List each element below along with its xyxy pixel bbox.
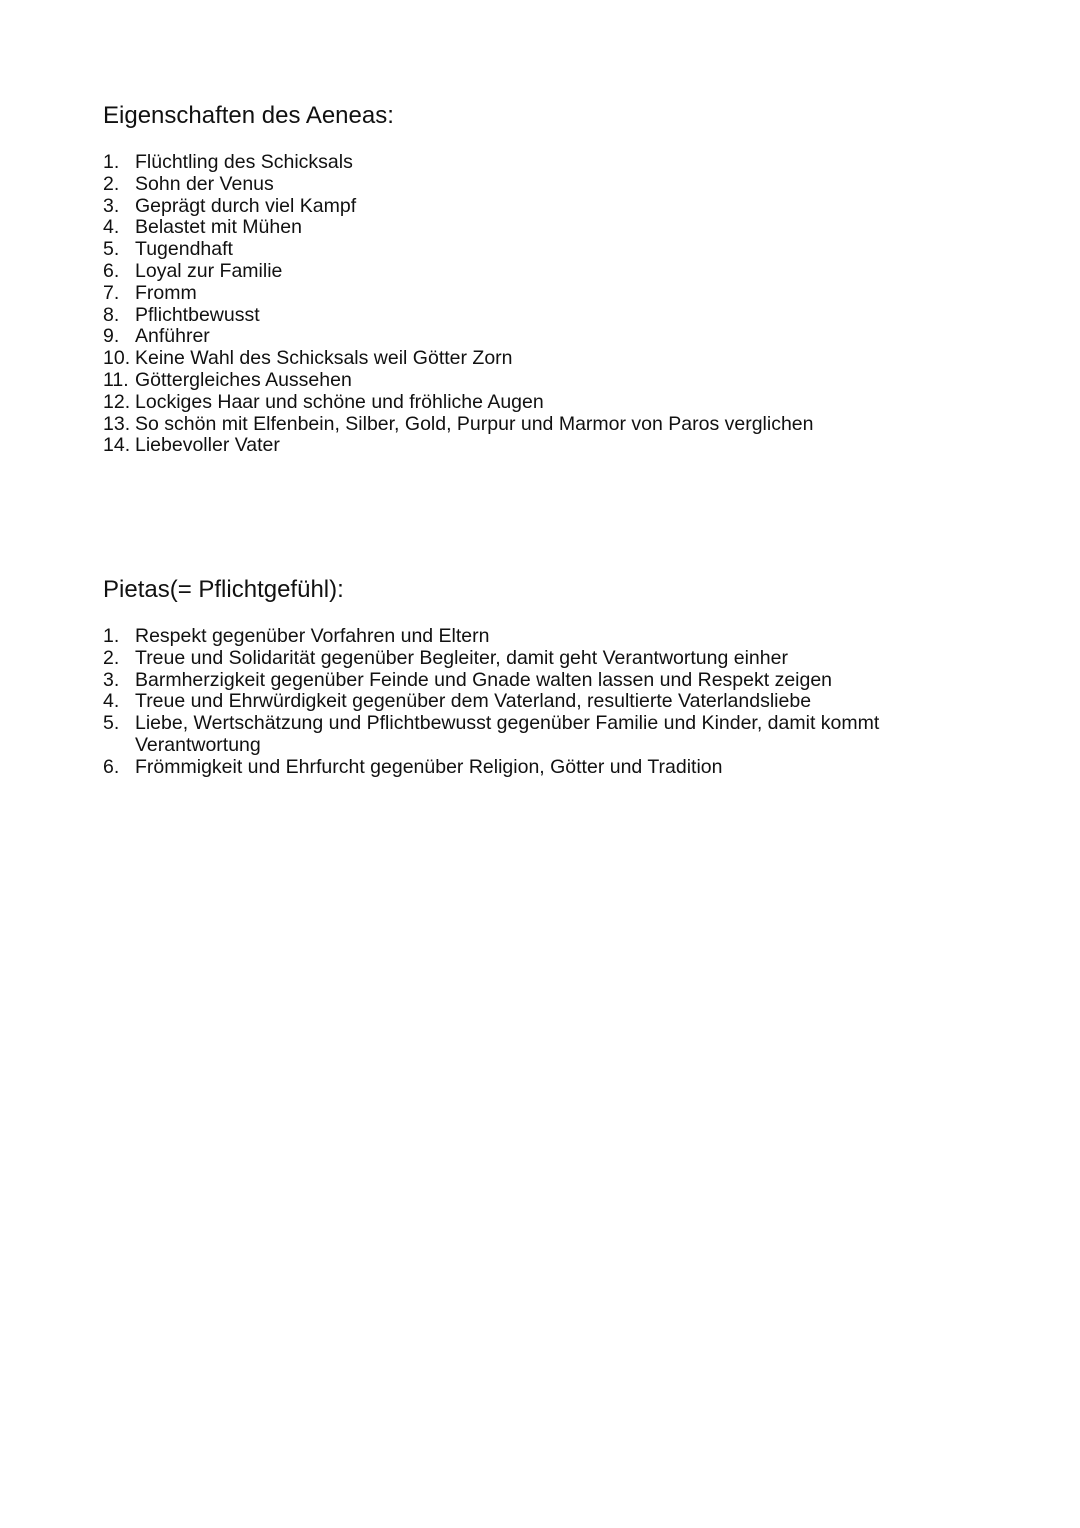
item-text: Fromm: [135, 281, 197, 304]
item-number: 6.: [103, 259, 120, 282]
list-item: [103, 261, 983, 283]
list-item: [103, 152, 983, 174]
item-text: Tugendhaft: [135, 238, 233, 261]
item-number: 1.: [103, 151, 120, 173]
list-item: [103, 196, 983, 218]
list-item: [103, 326, 983, 348]
item-text: Loyal zur Familie: [135, 259, 283, 282]
item-number: 8.: [103, 303, 120, 326]
item-text: Barmherzigkeit gegenüber Feinde und Gnade walten lassen und Respekt zeigen: [135, 668, 833, 691]
item-number: 2.: [103, 172, 120, 195]
item-text: Liebevoller Vater: [135, 434, 280, 457]
item-text: Göttergleiches Aussehen: [135, 368, 352, 391]
item-number: 2.: [103, 646, 120, 669]
section-pietas: [103, 574, 983, 779]
item-text: Frömmigkeit und Ehrfurcht gegenüber Religion, Götter und Tradition: [135, 755, 723, 778]
item-number: 6.: [103, 755, 120, 778]
list-item: [103, 670, 983, 692]
list-item: [103, 435, 983, 457]
item-text: Geprägt durch viel Kampf: [135, 194, 357, 217]
item-number: 14.: [103, 434, 131, 457]
item-number: 1.: [103, 625, 120, 647]
item-text: Pflichtbewusst: [135, 303, 260, 326]
section-heading: Pietas(= Pflichtgefühl):: [103, 576, 344, 603]
item-text: Belastet mit Mühen: [135, 216, 302, 239]
item-number: 9.: [103, 325, 120, 348]
numbered-list: [103, 152, 983, 457]
list-item: [103, 239, 983, 261]
list-item: [103, 626, 983, 648]
item-text: Respekt gegenüber Vorfahren und Eltern: [135, 625, 490, 647]
list-item: [103, 757, 983, 779]
list-item: [103, 174, 983, 196]
item-text: Keine Wahl des Schicksals weil Götter Zorn: [135, 347, 513, 370]
item-text: Liebe, Wertschätzung und Pflichtbewusst gegenüber Familie und Kinder, damit kommt Verantwortung: [135, 712, 880, 756]
item-text: So schön mit Elfenbein, Silber, Gold, Purpur und Marmor von Paros verglichen: [135, 412, 814, 435]
item-number: 4.: [103, 216, 120, 239]
list-item: [103, 348, 983, 370]
item-number: 12.: [103, 390, 131, 413]
list-item: [103, 283, 983, 305]
list-item: [103, 713, 983, 757]
list-item: [103, 217, 983, 239]
item-text: Treue und Ehrwürdigkeit gegenüber dem Vaterland, resultierte Vaterlandsliebe: [135, 690, 812, 713]
list-item: [103, 392, 983, 414]
item-number: 7.: [103, 281, 120, 304]
item-text: Lockiges Haar und schöne und fröhliche Augen: [135, 390, 544, 413]
item-text: Anführer: [135, 325, 210, 348]
item-number: 5.: [103, 712, 120, 735]
numbered-list: [103, 626, 983, 779]
item-number: 10.: [103, 347, 131, 370]
item-text: Sohn der Venus: [135, 172, 274, 195]
list-item: [103, 648, 983, 670]
section-eigenschaften: [103, 100, 983, 457]
list-item: [103, 305, 983, 327]
item-number: 3.: [103, 668, 120, 691]
list-item: [103, 370, 983, 392]
item-number: 5.: [103, 238, 120, 261]
item-number: 3.: [103, 194, 120, 217]
item-number: 11.: [103, 368, 129, 391]
item-number: 13.: [103, 412, 131, 435]
item-number: 4.: [103, 690, 120, 713]
list-item: [103, 691, 983, 713]
section-heading: Eigenschaften des Aeneas:: [103, 102, 394, 129]
list-item: [103, 414, 983, 436]
item-text: Flüchtling des Schicksals: [135, 151, 353, 173]
item-text: Treue und Solidarität gegenüber Begleiter, damit geht Verantwortung einher: [135, 646, 788, 669]
